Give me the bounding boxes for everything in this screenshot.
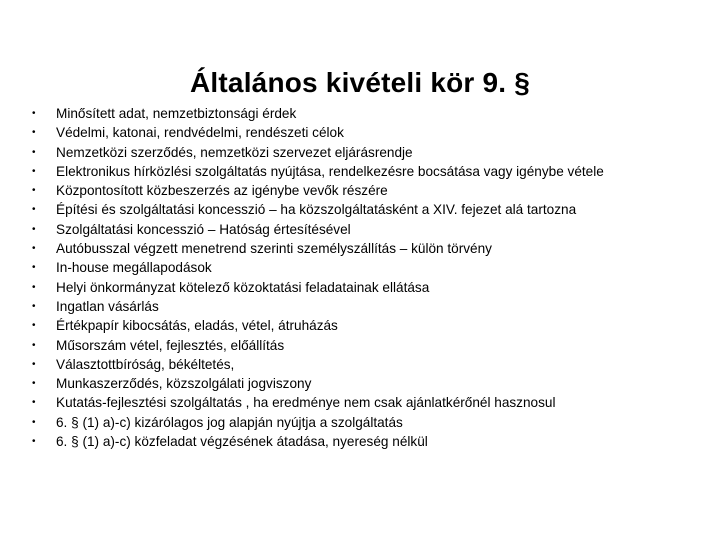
bullet-icon: • bbox=[32, 108, 36, 119]
list-item-text: Műsorszám vétel, fejlesztés, előállítás bbox=[56, 337, 285, 353]
list-item-text: Választottbíróság, békéltetés, bbox=[56, 356, 235, 372]
list-item bbox=[30, 413, 700, 432]
list-item bbox=[30, 374, 700, 393]
list-item bbox=[30, 181, 700, 200]
list-item bbox=[30, 162, 700, 181]
list-item-text: Építési és szolgáltatási koncesszió – ha közszolgáltatásként a XIV. fejezet alá tartozna bbox=[56, 202, 577, 218]
bullet-icon: • bbox=[32, 204, 36, 216]
list-item bbox=[30, 200, 700, 219]
bullet-list bbox=[30, 104, 700, 451]
list-item-text: Védelmi, katonai, rendvédelmi, rendészeti célok bbox=[56, 125, 344, 141]
bullet-icon: • bbox=[32, 300, 36, 312]
slide-title: Általános kivételi kör 9. § bbox=[190, 66, 530, 98]
bullet-icon: • bbox=[32, 127, 36, 139]
list-item-text: Minősített adat, nemzetbiztonsági érdek bbox=[56, 106, 297, 121]
list-item-text: In-house megállapodások bbox=[56, 260, 212, 276]
list-item bbox=[30, 278, 700, 297]
bullet-icon: • bbox=[32, 146, 36, 158]
list-item-text: Ingatlan vásárlás bbox=[56, 298, 159, 314]
list-item-text: Nemzetközi szerződés, nemzetközi szervezet eljárásrendje bbox=[56, 144, 413, 160]
list-item bbox=[30, 143, 700, 162]
bullet-icon: • bbox=[32, 397, 36, 409]
bullet-icon: • bbox=[32, 320, 36, 332]
list-item bbox=[30, 393, 700, 412]
list-item bbox=[30, 220, 700, 239]
list-item-text: Kutatás-fejlesztési szolgáltatás , ha eredménye nem csak ajánlatkérőnél hasznosul bbox=[56, 395, 556, 411]
list-item bbox=[30, 297, 700, 316]
list-item bbox=[30, 258, 700, 277]
list-item bbox=[30, 432, 700, 451]
bullet-icon: • bbox=[32, 339, 36, 351]
list-item bbox=[30, 316, 700, 335]
list-item-text: Elektronikus hírközlési szolgáltatás nyújtása, rendelkezésre bocsátása vagy igénybe vétele bbox=[56, 163, 604, 179]
list-item-text: 6. § (1) a)-c) közfeladat végzésének átadása, nyereség nélkül bbox=[56, 434, 428, 450]
list-item-text: Autóbusszal végzett menetrend szerinti személyszállítás – külön törvény bbox=[56, 241, 492, 257]
bullet-icon: • bbox=[32, 223, 36, 235]
bullet-icon: • bbox=[32, 243, 36, 255]
bullet-icon: • bbox=[32, 436, 36, 448]
bullet-icon: • bbox=[32, 358, 36, 370]
bullet-icon: • bbox=[32, 262, 36, 274]
list-item bbox=[30, 123, 700, 142]
list-item bbox=[30, 239, 700, 258]
bullet-icon: • bbox=[32, 378, 36, 390]
list-item bbox=[30, 104, 700, 123]
list-item-text: 6. § (1) a)-c) kizárólagos jog alapján nyújtja a szolgáltatás bbox=[56, 414, 403, 430]
list-item-text: Helyi önkormányzat kötelező közoktatási feladatainak ellátása bbox=[56, 279, 430, 295]
list-item-text: Munkaszerződés, közszolgálati jogviszony bbox=[56, 376, 312, 392]
bullet-icon: • bbox=[32, 185, 36, 197]
list-item-text: Központosított közbeszerzés az igénybe vevők részére bbox=[56, 183, 388, 199]
bullet-icon: • bbox=[32, 165, 36, 177]
list-item bbox=[30, 355, 700, 374]
bullet-icon: • bbox=[32, 416, 36, 428]
list-item-text: Értékpapír kibocsátás, eladás, vétel, átruházás bbox=[56, 318, 338, 334]
bullet-icon: • bbox=[32, 281, 36, 293]
list-item bbox=[30, 336, 700, 355]
list-item-text: Szolgáltatási koncesszió – Hatóság értesítésével bbox=[56, 221, 351, 237]
